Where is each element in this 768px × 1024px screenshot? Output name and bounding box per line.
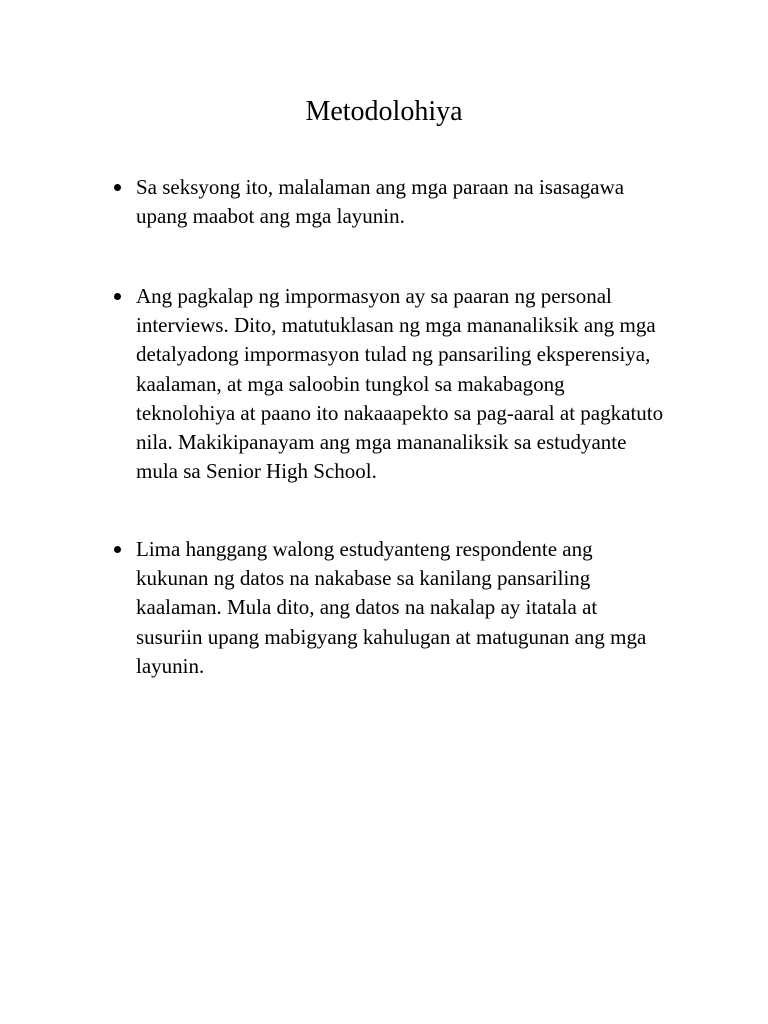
bullet-text: Sa seksyong ito, malalaman ang mga paraan na isasagawa upang maabot ang mga layunin. xyxy=(136,175,625,229)
page-title: Metodolohiya xyxy=(305,96,463,127)
bullet-dot-icon xyxy=(114,184,121,191)
bullet-text: Lima hanggang walong estudyanteng respondente ang kukunan ng datos na nakabase sa kanilang pansariling kaalaman. Mula dito, ang datos na nakalap ay itatala at susuriin upang mabigyang kahulugan at matugunan ang mga layunin. xyxy=(136,537,647,678)
bullet-text: Ang pagkalap ng impormasyon ay sa paaran ng personal interviews. Dito, matutuklasan ng mga mananaliksik ang mga detalyadong impormasyon tulad ng pansariling eksperensiya, kaalaman, at mga saloobin tungkol sa makabagong teknolohiya at paano ito nakaaapekto sa pag-aaral at pagkatuto nila. Makikipanayam ang mga mananaliksik sa estudyante mula sa Senior High School. xyxy=(136,284,664,484)
bullet-dot-icon xyxy=(114,293,121,300)
bullet-dot-icon xyxy=(114,546,121,553)
